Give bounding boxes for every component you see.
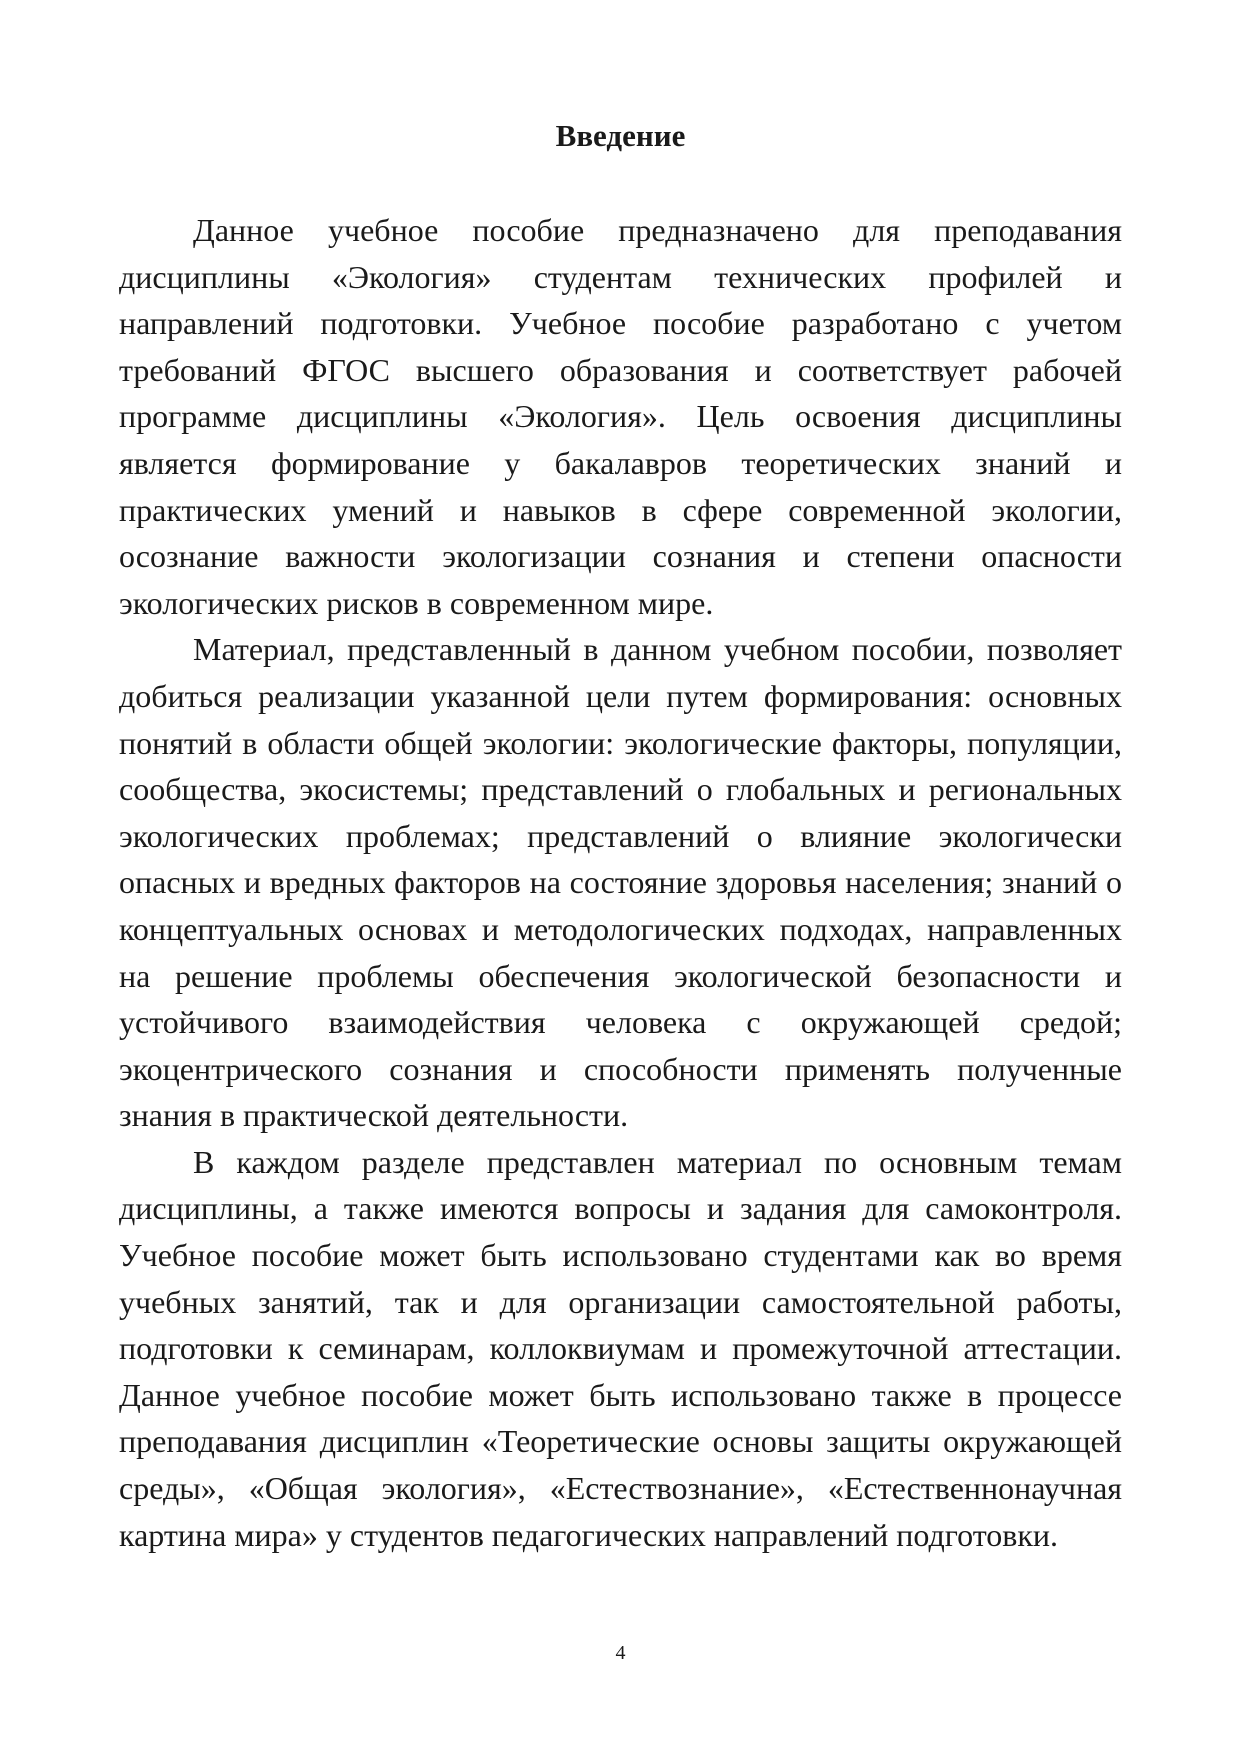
paragraph-2: Материал, представленный в данном учебном пособии, позволяет добиться реализации указанной цели путем формирования: основных понятий в области общей экологии: экологические факторы, популяции, сообщества, экосистемы; представлений о глобальных и региональных экологических проблемах; представлений о влияние экологически опасных и вредных факторов на состояние здоровья населения; знаний о концептуальных основах и методологических подходах, направленных на решение проблемы обеспечения экологической безопасности и устойчивого взаимодействия человека с окружающей средой; экоцентрического сознания и способности применять полученные знания в практической деятельности. [119, 631, 1122, 1134]
page-number: 4 [615, 1642, 626, 1664]
body-text [119, 207, 1122, 1558]
page-title: Введение [555, 118, 686, 153]
paragraph-3: В каждом разделе представлен материал по основным темам дисциплины, а также имеются вопросы и задания для самоконтроля. Учебное пособие может быть использовано студентами как во время учебных занятий, так и для организации самостоятельной работы, подготовки к семинарам, коллоквиумам и промежуточной аттестации. Данное учебное пособие может быть использовано также в процессе преподавания дисциплин «Теоретические основы защиты окружающей среды», «Общая экология», «Естествознание», «Естественнонаучная картина мира» у студентов педагогических направлений подготовки. [119, 1143, 1122, 1553]
paragraph-1: Данное учебное пособие предназначено для преподавания дисциплины «Экология» студентам технических профилей и направлений подготовки. Учебное пособие разработано с учетом требований ФГОС высшего образования и соответствует рабочей программе дисциплины «Экология». Цель освоения дисциплины является формирование у бакалавров теоретических знаний и практических умений и навыков в сфере современной экологии, осознание важности экологизации сознания и степени опасности экологических рисков в современном мире. [119, 212, 1122, 621]
